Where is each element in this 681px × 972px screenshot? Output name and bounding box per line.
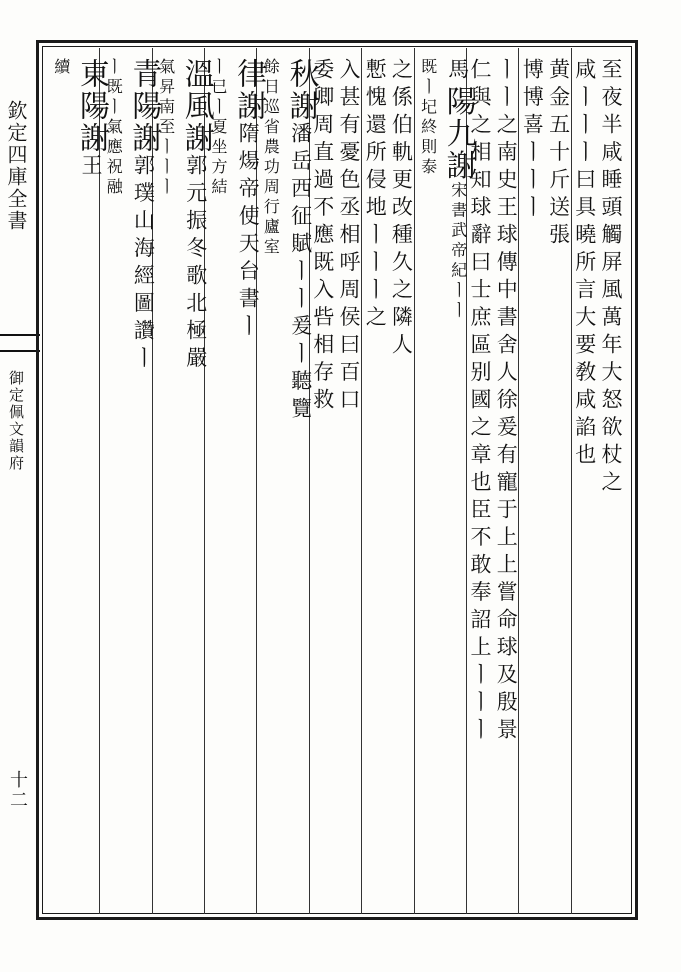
column-text: ㅣ既ㅣ氣應祝融 <box>104 58 124 198</box>
text-column <box>338 58 359 898</box>
column-text: 仁與之相知球辭曰士庶區别國之章也臣不敢奉詔上ㅣㅣㅣ <box>468 58 492 746</box>
page-gutter <box>0 40 36 920</box>
column-text: 王 <box>79 154 103 182</box>
column-text: 續 <box>51 58 71 78</box>
column-text: 至夜半咸睡頭觸屏風萬年大怒欲杖之 <box>599 58 623 498</box>
column-divider <box>414 48 415 914</box>
text-column <box>520 58 545 898</box>
column-text: 郭璞山海經圖讚ㅣ <box>131 154 156 374</box>
column-divider <box>361 48 362 914</box>
column-text: 潘岳西征賦ㅣㅣ爰ㅣ聽覽 <box>288 122 313 425</box>
column-text: 慙愧還所侵地ㅣㅣㅣ之 <box>363 58 388 333</box>
text-column <box>494 58 519 898</box>
text-column <box>231 58 267 898</box>
column-text: ㅣㅣ之南史王球傳中書舍人徐爰有寵于上上嘗命球及殷景 <box>494 58 519 746</box>
column-text: 委卿周直過不應既入呰相存救 <box>310 58 335 416</box>
column-text: 咸ㅣㅣㅣ曰具曉所言大要敎咸諂也 <box>572 58 597 471</box>
text-column <box>600 58 621 898</box>
column-text: 隋煬帝使天台書ㅣ <box>236 122 261 342</box>
text-column <box>283 58 319 898</box>
column-text: 之係伯軌更改種久之隣人 <box>389 58 414 361</box>
column-text: 入甚有憂色丞相呼周侯曰百口 <box>337 58 361 416</box>
column-text: 既ㅣ圮終則泰 <box>418 58 438 178</box>
section-title: 御定佩文韻府 <box>7 370 25 472</box>
text-column <box>440 58 476 898</box>
column-text: 郭元振冬歌北極嚴 <box>183 154 208 374</box>
text-column <box>417 58 438 898</box>
column-text: 餘日巡省農功周行廬室 <box>261 58 281 258</box>
fishtail-mark <box>0 330 40 358</box>
text-column <box>126 58 162 898</box>
text-column <box>178 58 214 898</box>
column-text: 黄金五十斤送 <box>546 58 571 223</box>
text-column <box>574 58 595 898</box>
entry-heading: 律謝 <box>231 58 267 122</box>
entry-heading: 陽九謝 <box>440 85 476 182</box>
page-number: 十二 <box>7 770 28 810</box>
column-text: ㅣ已ㅣ夏坐方結 <box>209 58 228 198</box>
text-column <box>363 58 388 898</box>
column-text: 氣昇南至ㅣㅣㅣ <box>156 58 176 198</box>
column-divider <box>571 48 572 914</box>
entry-heading: 溫風謝 <box>178 58 214 154</box>
column-text: 博博喜ㅣㅣㅣ <box>520 58 545 223</box>
text-column <box>389 58 414 898</box>
book-title: 欽定四庫全書 <box>4 100 28 232</box>
text-column <box>50 58 71 898</box>
column-text: 張 <box>546 223 571 251</box>
text-column <box>74 58 109 898</box>
column-text: 宋書武帝紀ㅣㅣ <box>448 181 468 322</box>
column-divider <box>518 48 519 914</box>
entry-heading: 東陽謝 <box>74 58 109 154</box>
column-text: 馬 <box>445 58 470 86</box>
entry-heading: 秋謝 <box>283 58 319 122</box>
entry-heading: 青陽謝 <box>126 58 162 154</box>
text-column <box>548 58 569 898</box>
